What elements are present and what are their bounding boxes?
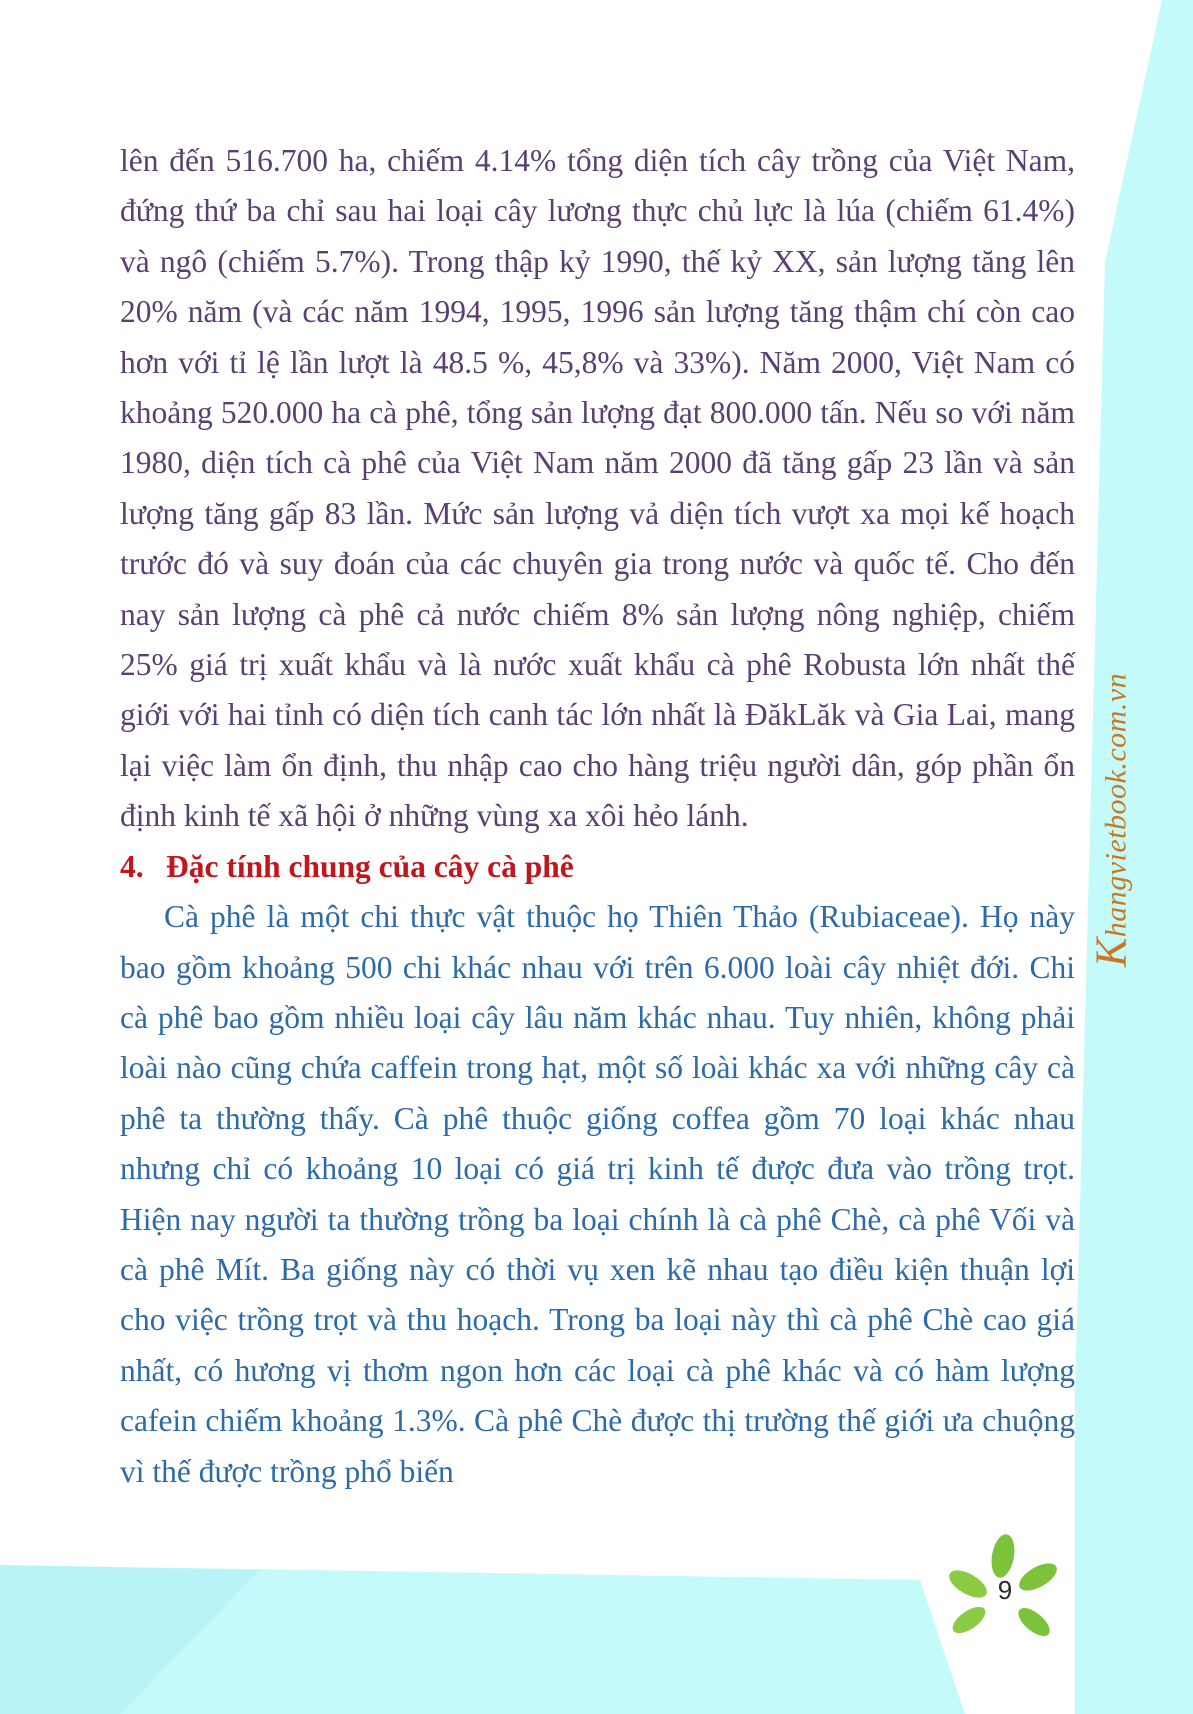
text-block xyxy=(120,136,1075,1497)
watermark-rest: hangvietbook.com.vn xyxy=(1099,672,1133,938)
watermark-initial: K xyxy=(1086,937,1136,968)
paragraph-characteristics: Cà phê là một chi thực vật thuộc họ Thiên Thảo (Rubiaceae). Họ này bao gồm khoảng 500 chi khác nhau với trên 6.000 loài cây nhiệt đới. Chi cà phê bao gồm nhiều loại cây lâu năm khác nhau. Tuy nhiên, không phải loài nào cũng chứa caffein trong hạt, một số loài khác xa với những cây cà phê ta thường thấy. Cà phê thuộc giống coffea gồm 70 loại khác nhau nhưng chỉ có khoảng 10 loại có giá trị kinh tế được đưa vào trồng trọt. Hiện nay người ta thường trồng ba loại chính là cà phê Chè, cà phê Vối và cà phê Mít. Ba giống này có thời vụ xen kẽ nhau tạo điều kiện thuận lợi cho việc trồng trọt và thu hoạch. Trong ba loại này thì cà phê Chè cao giá nhất, có hương vị thơm ngon hơn các loại cà phê khác và có hàm lượng cafein chiếm khoảng 1.3%. Cà phê Chè được thị trường thế giới ưa chuộng vì thế được trồng phổ biến xyxy=(120,899,1075,1489)
section-number: 4. xyxy=(120,848,144,884)
section-heading xyxy=(120,842,1075,892)
page-number: 9 xyxy=(997,1575,1013,1605)
leaf-bottom-left xyxy=(948,1602,989,1639)
leaf-top xyxy=(988,1532,1017,1579)
website-watermark xyxy=(1086,673,1137,967)
section-title: Đặc tính chung của cây cà phê xyxy=(166,848,574,884)
paragraph-intro: lên đến 516.700 ha, chiếm 4.14% tổng diện tích cây trồng của Việt Nam, đứng thứ ba chỉ sau hai loại cây lương thực chủ lực là lúa (chiếm 61.4%) và ngô (chiếm 5.7%). Trong thập kỷ 1990, thế kỷ XX, sản lượng tăng lên 20% năm (và các năm 1994, 1995, 1996 sản lượng tăng thậm chí còn cao hơn với tỉ lệ lần lượt là 48.5 %, 45,8% và 33%). Năm 2000, Việt Nam có khoảng 520.000 ha cà phê, tổng sản lượng đạt 800.000 tấn. Nếu so với năm 1980, diện tích cà phê của Việt Nam năm 2000 đã tăng gấp 23 lần và sản lượng tăng gấp 83 lần. Mức sản lượng vả diện tích vượt xa mọi kế hoạch trước đó và suy đoán của các chuyên gia trong nước và quốc tế. Cho đến nay sản lượng cà phê cả nước chiếm 8% sản lượng nông nghiệp, chiếm 25% giá trị xuất khẩu và là nước xuất khẩu cà phê Robusta lớn nhất thế giới với hai tỉnh có diện tích canh tác lớn nhất là ĐăkLăk và Gia Lai, mang lại việc làm ổn định, thu nhập cao cho hàng triệu người dân, góp phần ổn định kinh tế xã hội ở những vùng xa xôi hẻo lánh. xyxy=(120,143,1075,834)
leaf-bottom-right xyxy=(1014,1603,1055,1641)
